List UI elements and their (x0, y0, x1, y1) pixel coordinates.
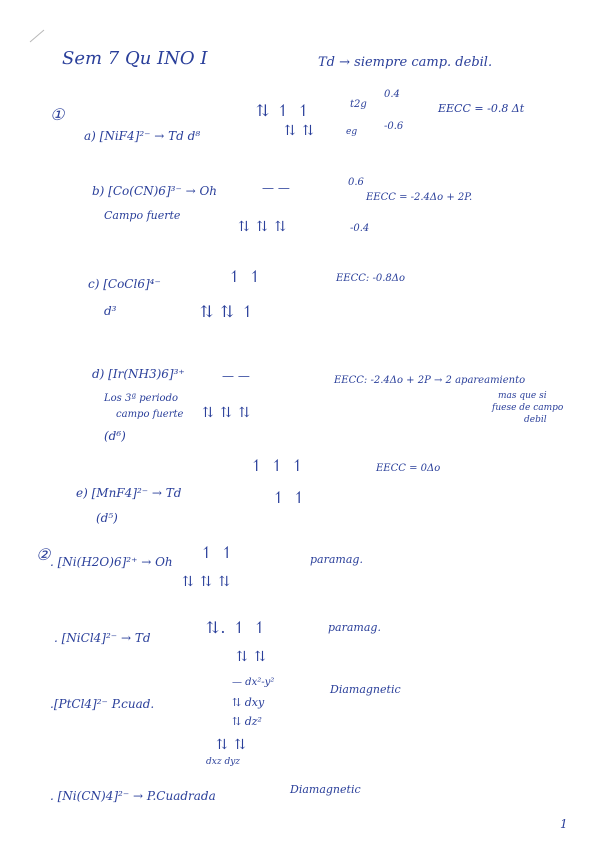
item-1c-formula: c) [CoCl6]⁴⁻ (88, 277, 161, 291)
item-1a-bottom-label: eg (346, 127, 358, 137)
item-2c-mag: Diamagnetic (330, 683, 401, 696)
item-1d-side-line2: fuese de campo (492, 403, 564, 413)
item-1a-eecc: EECC = -0.8 Δt (438, 102, 525, 115)
item-1e-config: (d⁵) (96, 511, 118, 525)
item-2a-top-orbitals: ↿ ↿ (200, 543, 235, 562)
item-1e-formula: e) [MnF4]²⁻ → Td (76, 486, 182, 500)
item-1d-note-line2: campo fuerte (116, 409, 184, 420)
section-1-number: ① (50, 105, 65, 124)
section-2-number: ② (36, 545, 51, 564)
item-1b-bottom-orbitals: ⇅ ⇅ ⇅ (238, 219, 288, 235)
item-1d-side-line1: mas que si (498, 391, 547, 401)
corner-mark (28, 28, 48, 44)
item-2b-formula: . [NiCl4]²⁻ → Td (54, 631, 151, 645)
item-2b-bottom-orbitals: ⇅ ⇅ (236, 649, 267, 665)
item-1b-note: Campo fuerte (104, 209, 181, 222)
item-1b-top-value: 0.6 (348, 177, 364, 188)
item-1e-eecc: EECC = 0Δo (376, 463, 441, 474)
item-2d-formula: . [Ni(CN)4]²⁻ → P.Cuadrada (50, 789, 216, 803)
item-1c-eecc: EECC: -0.8Δo (336, 273, 405, 284)
header-note: Td → siempre camp. debil. (318, 55, 493, 70)
item-1b-bottom-value: -0.4 (350, 223, 370, 234)
item-1b-formula: b) [Co(CN)6]³⁻ → Oh (92, 184, 218, 198)
item-1e-bottom-orbitals: ↿ ↿ (272, 488, 307, 507)
item-1c-top-orbitals: ↿ ↿ (228, 267, 263, 286)
item-2c-level3: ⇅ dz² (232, 715, 262, 728)
item-1d-bottom-orbitals: ⇅ ⇅ ⇅ (202, 405, 252, 421)
item-1a-top-label: t2g (350, 99, 367, 110)
item-1d-config: (d⁶) (104, 429, 126, 443)
item-1a-formula: a) [NiF4]²⁻ → Td d⁸ (84, 129, 201, 143)
item-2c-level1: — dx²-y² (232, 677, 275, 688)
item-2a-mag: paramag. (310, 553, 363, 566)
item-1a-bottom-orbitals: ⇅ ⇅ (284, 123, 315, 139)
item-2c-formula: .[PtCl4]²⁻ P.cuad. (50, 697, 155, 711)
item-2c-level4-orbitals: ⇅ ⇅ (216, 737, 247, 753)
item-1a-bottom-value: -0.6 (384, 121, 404, 132)
item-1b-top-orbitals: — — (262, 181, 290, 195)
page-title: Sem 7 Qu INO I (62, 48, 208, 69)
item-1d-side-line3: debil (524, 415, 547, 425)
item-1d-eecc: EECC: -2.4Δo + 2P → 2 apareamiento (334, 375, 526, 386)
item-1b-eecc: EECC = -2.4Δo + 2P. (366, 192, 473, 203)
item-2b-mag: paramag. (328, 621, 381, 634)
item-1d-note-line1: Los 3ª periodo (104, 393, 179, 404)
item-1d-top-orbitals: — — (222, 369, 250, 383)
item-1d-formula: d) [Ir(NH3)6]³⁺ (92, 367, 185, 381)
item-1c-bottom-orbitals: ⇅ ⇅ ↿ (200, 302, 256, 321)
item-2b-top-orbitals: ⇅. ↿ ↿ (206, 618, 268, 637)
item-1c-config: d³ (104, 304, 117, 318)
item-2c-level2: ⇅ dxy (232, 696, 265, 709)
page-number: 1 (560, 817, 568, 831)
item-1a-top-orbitals: ⇅ ↿ ↿ (256, 101, 312, 120)
item-2a-formula: . [Ni(H2O)6]²⁺ → Oh (50, 555, 173, 569)
item-2a-bottom-orbitals: ⇅ ⇅ ⇅ (182, 574, 232, 590)
item-1e-top-orbitals: ↿ ↿ ↿ (250, 456, 306, 475)
item-2c-level4-labels: dxz dyz (206, 757, 241, 767)
item-2d-mag: Diamagnetic (290, 783, 361, 796)
item-1a-top-value: 0.4 (384, 89, 400, 100)
